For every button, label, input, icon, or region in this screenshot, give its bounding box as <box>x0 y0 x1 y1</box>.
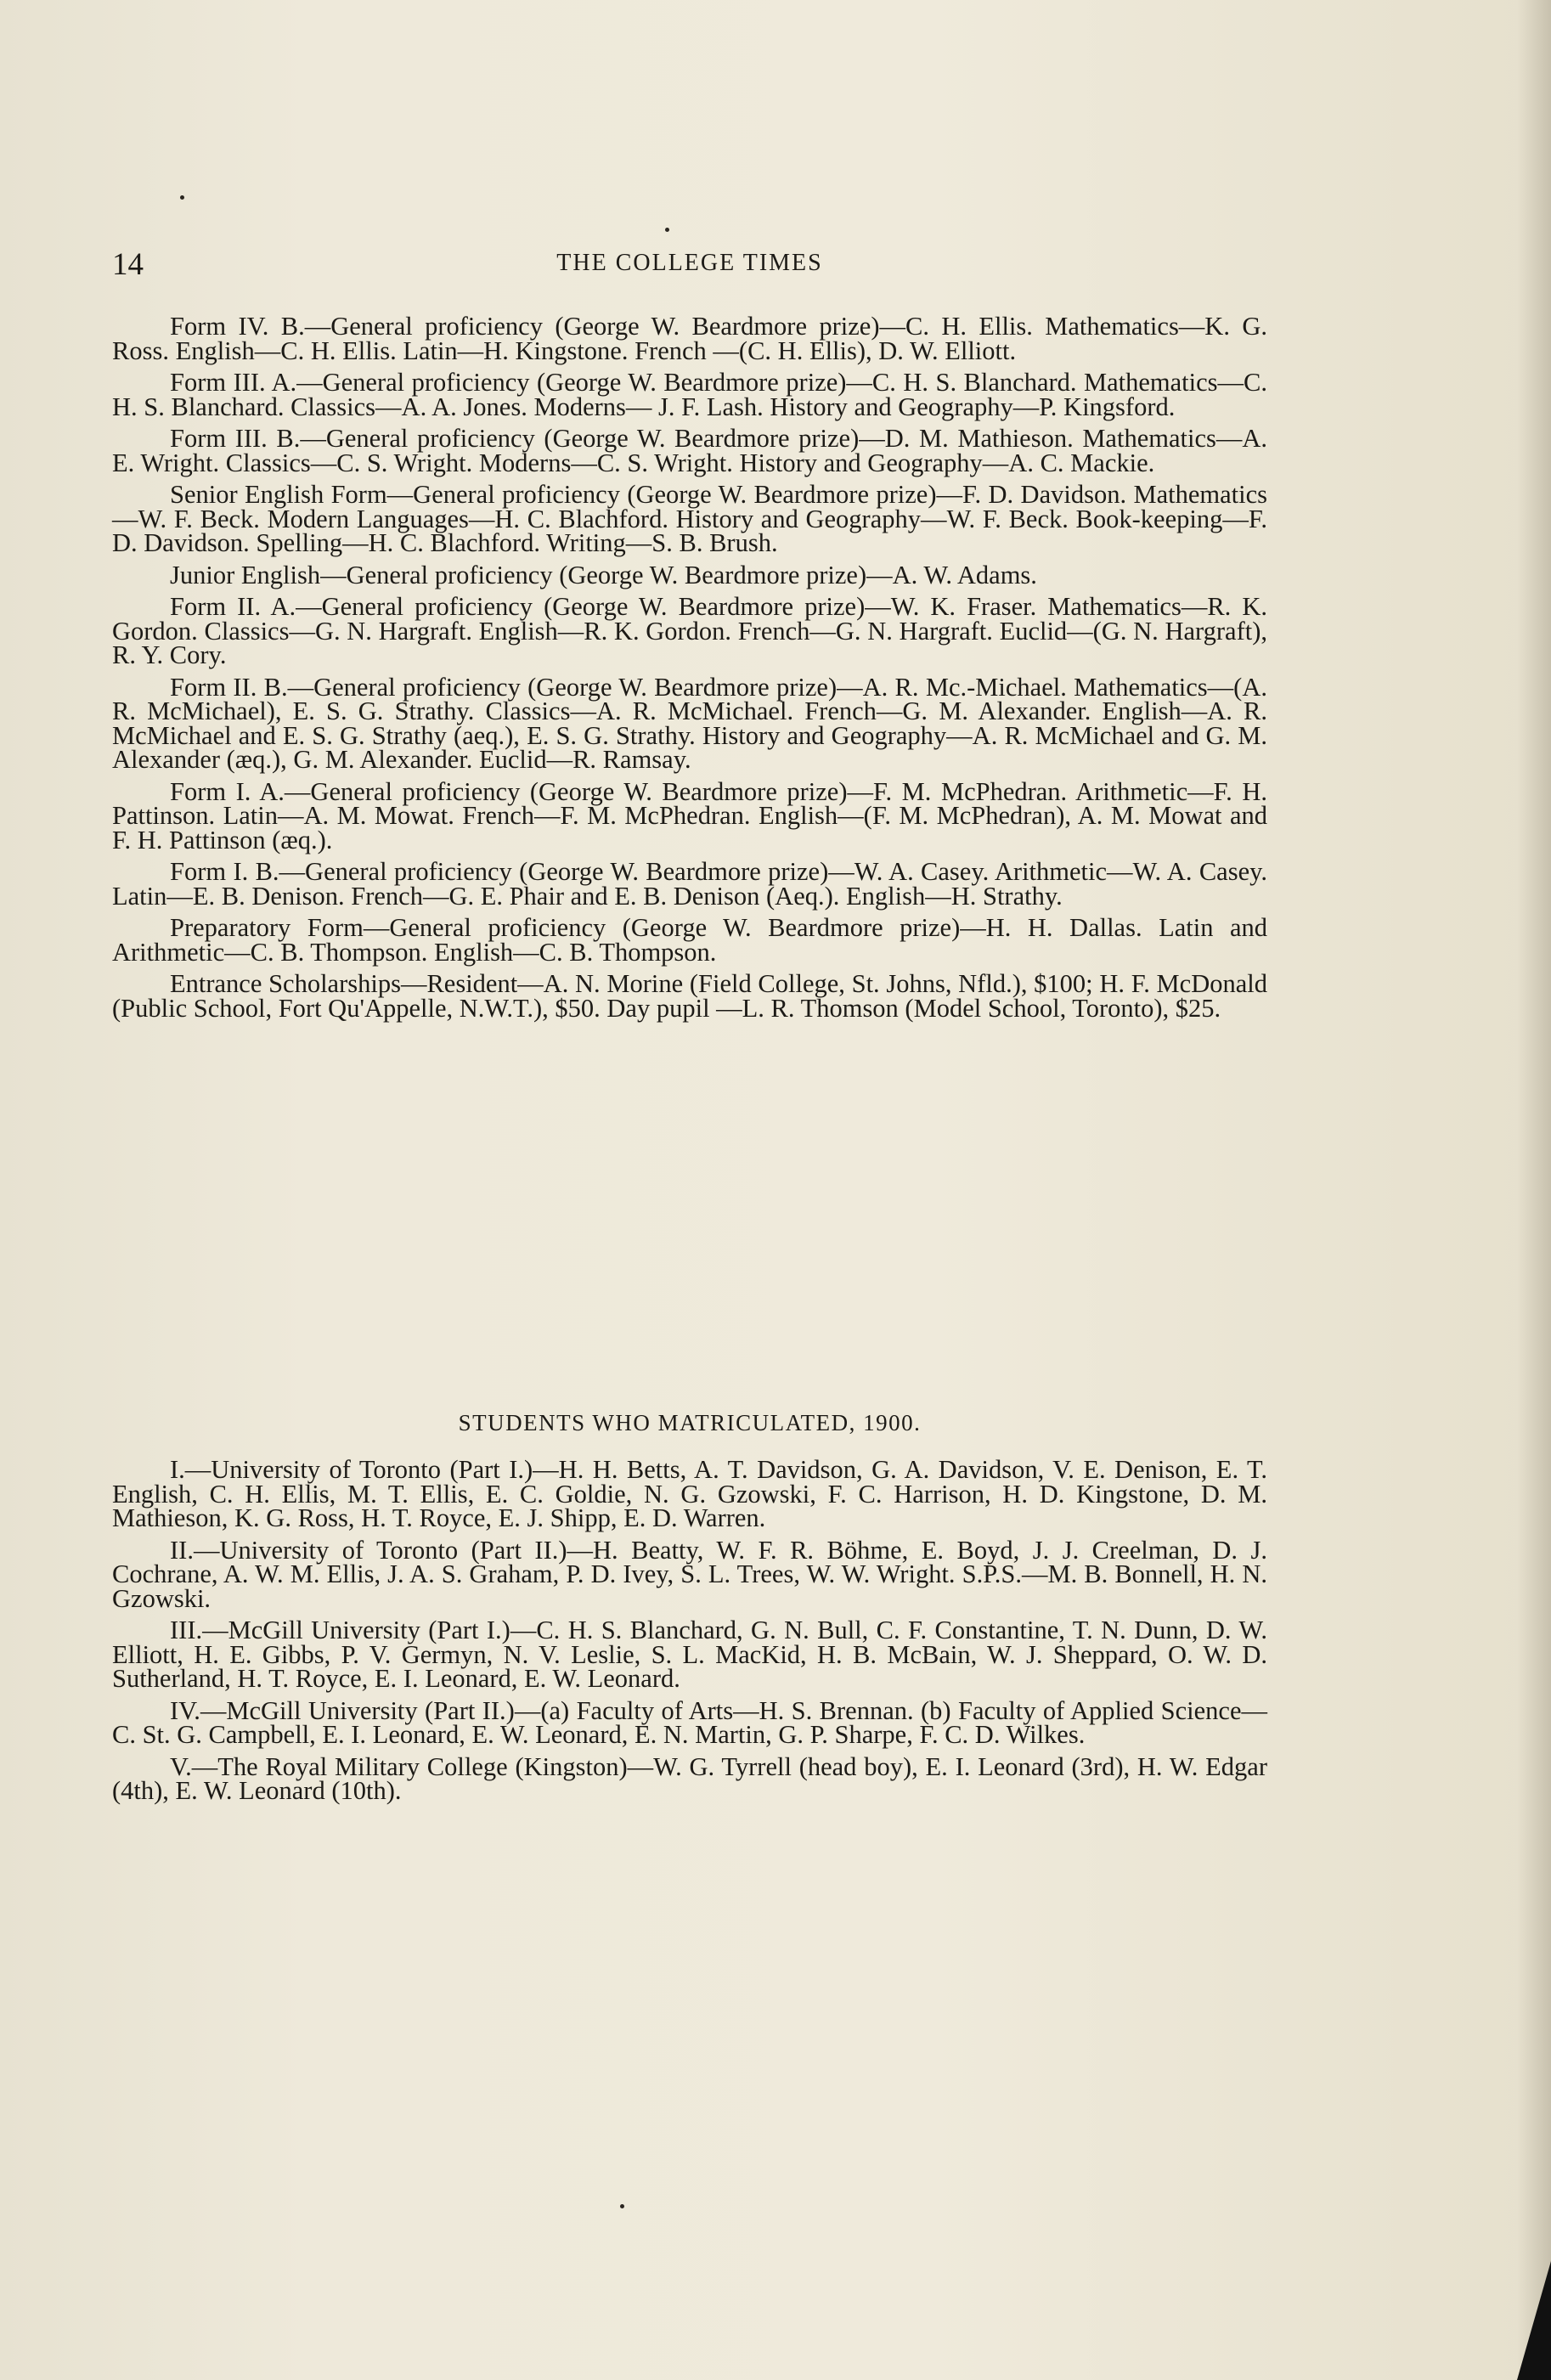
matriculation-entry: V.—The Royal Military College (Kingston)—W. G. Tyrrell (head boy), E. I. Leonard (3rd), H. W. Edgar (4th), E. W. Leonard (10th). <box>112 1751 1267 1805</box>
prize-list <box>112 314 1267 1028</box>
prize-entry: Senior English Form—General proficiency (George W. Beardmore prize)—F. D. Davidson. Mathematics—W. F. Beck. Modern Languages—H. C. Blachford. History and Geography—W. F. Beck. Book-keeping—F. D. Davidson. Spelling—H. C. Blachford. Writing—S. B. Brush. <box>112 480 1267 557</box>
prize-entry: Form I. A.—General proficiency (George W. Beardmore prize)—F. M. McPhedran. Arithmetic—F. H. Pattinson. Latin—A. M. Mowat. French—F. M. McPhedran. English—(F. M. McPhedran), A. M. Mowat and F. H. Pattinson (æq.). <box>112 776 1267 854</box>
running-title: THE COLLEGE TIMES <box>556 250 823 276</box>
matriculation-entry: IV.—McGill University (Part II.)—(a) Faculty of Arts—H. S. Brennan. (b) Faculty of Applied Science—C. St. G. Campbell, E. I. Leonard, E. W. Leonard, E. N. Martin, G. P. Sharpe, F. C. D. Wilkes. <box>112 1695 1267 1749</box>
speck-mark <box>180 195 184 200</box>
prize-entry: Form I. B.—General proficiency (George W. Beardmore prize)—W. A. Casey. Arithmetic—W. A. Casey. Latin—E. B. Denison. French—G. E. Phair and E. B. Denison (Aeq.). English—H. Strathy. <box>112 857 1267 911</box>
matriculation-entry: III.—McGill University (Part I.)—C. H. S. Blanchard, G. N. Bull, C. F. Constantine, T. N. Dunn, D. W. Elliott, H. E. Gibbs, P. V. Germyn, N. V. Leslie, S. L. MacKid, H. B. McBain, W. J. Sheppard, O. W. D. Sutherland, H. T. Royce, E. I. Leonard, E. W. Leonard. <box>112 1616 1267 1693</box>
running-header <box>112 246 1267 280</box>
prize-entry: Junior English—General proficiency (George W. Beardmore prize)—A. W. Adams. <box>170 560 1037 589</box>
prize-entry: Form III. A.—General proficiency (George W. Beardmore prize)—C. H. S. Blanchard. Mathematics—C. H. S. Blanchard. Classics—A. A. Jones. Moderns— J. F. Lash. History and Geography—P. Kingsford. <box>112 368 1267 421</box>
speck-mark <box>620 2204 624 2208</box>
prize-entry: Preparatory Form—General proficiency (George W. Beardmore prize)—H. H. Dallas. Latin and Arithmetic—C. B. Thompson. English—C. B. Thompson. <box>112 913 1267 967</box>
page-corner-shadow <box>1517 2261 1551 2380</box>
prize-entry: Form III. B.—General proficiency (George W. Beardmore prize)—D. M. Mathieson. Mathematics—A. E. Wright. Classics—C. S. Wright. Moderns—C. S. Wright. History and Geography—A. C. Mackie. <box>112 424 1267 477</box>
section-heading: STUDENTS WHO MATRICULATED, 1900. <box>458 1410 922 1435</box>
matriculation-entry: II.—University of Toronto (Part II.)—H. Beatty, W. F. R. Böhme, E. Boyd, J. J. Creelman, D. J. Cochrane, A. W. M. Ellis, J. A. S. Graham, P. D. Ivey, S. L. Trees, W. W. Wright. S.P.S.—M. B. Bonnell, H. N. Gzowski. <box>112 1535 1267 1613</box>
matriculation-entry: I.—University of Toronto (Part I.)—H. H. Betts, A. T. Davidson, G. A. Davidson, V. E. Denison, E. T. English, C. H. Ellis, M. T. Ellis, E. C. Goldie, N. G. Gzowski, F. C. Harrison, H. D. Kingstone, D. M. Mathieson, K. G. Ross, H. T. Royce, E. J. Shipp, E. D. Warren. <box>112 1455 1267 1532</box>
speck-mark <box>665 228 669 232</box>
page-gutter-shadow <box>1517 0 1551 2380</box>
prize-entry: Form II. B.—General proficiency (George W. Beardmore prize)—A. R. Mc.-Michael. Mathematics—(A. R. McMichael), E. S. G. Strathy. Classics—A. R. McMichael. French—G. M. Alexander. English—A. R. McMichael and E. S. G. Strathy (aeq.), E. S. G. Strathy. History and Geography—A. R. McMichael and G. M. Alexander (æq.), G. M. Alexander. Euclid—R. Ramsay. <box>112 672 1267 774</box>
matriculation-list <box>112 1455 1267 1811</box>
prize-entry: Entrance Scholarships—Resident—A. N. Morine (Field College, St. Johns, Nfld.), $100; H. F. McDonald (Public School, Fort Qu'Appelle, N.W.T.), $50. Day pupil —L. R. Thomson (Model School, Toronto), $25. <box>112 969 1267 1023</box>
page-number: 14 <box>112 247 144 282</box>
prize-entry: Form II. A.—General proficiency (George W. Beardmore prize)—W. K. Fraser. Mathematics—R. K. Gordon. Classics—G. N. Hargraft. English—R. K. Gordon. French—G. N. Hargraft. Euclid—(G. N. Hargraft), R. Y. Cory. <box>112 592 1267 669</box>
prize-entry: Form IV. B.—General proficiency (George W. Beardmore prize)—C. H. Ellis. Mathematics—K. G. Ross. English—C. H. Ellis. Latin—H. Kingstone. French —(C. H. Ellis), D. W. Elliott. <box>112 312 1267 365</box>
